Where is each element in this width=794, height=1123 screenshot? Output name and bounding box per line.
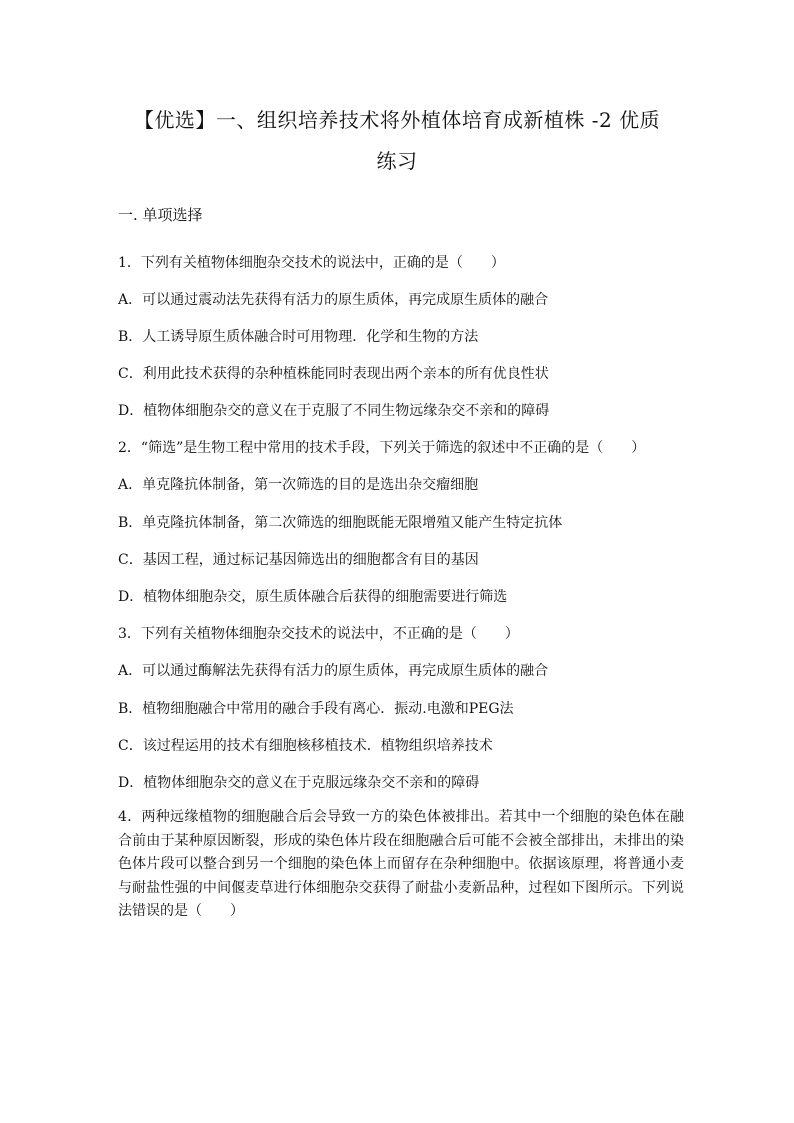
question-3-option-c: C．该过程运用的技术有细胞核移植技术．植物组织培养技术 <box>118 738 493 754</box>
question-2-option-d: D．植物体细胞杂交，原生质体融合后获得的细胞需要进行筛选 <box>118 589 508 605</box>
question-1-option-a: A．可以通过震动法先获得有活力的原生质体，再完成原生质体的融合 <box>118 292 549 308</box>
question-1-option-b: B．人工诱导原生质体融合时可用物理．化学和生物的方法 <box>118 329 479 345</box>
page-title-line-2: 练习 <box>376 149 418 173</box>
question-2-stem: 2．“筛选”是生物工程中常用的技术手段，下列关于筛选的叙述中不正确的是（ ） <box>118 440 646 456</box>
question-1-option-c: C．利用此技术获得的杂种植株能同时表现出两个亲本的所有优良性状 <box>118 366 549 382</box>
question-1-stem: 1．下列有关植物体细胞杂交技术的说法中，正确的是（ ） <box>118 255 505 271</box>
question-2-option-a: A．单克隆抗体制备，第一次筛选的目的是选出杂交瘤细胞 <box>118 477 479 493</box>
question-4-paragraph: 4．两种远缘植物的细胞融合后会导致一方的染色体被排出。若其中一个细胞的染色体在融合前由于某种原因断裂，形成的染色体片段在细胞融合后可能不会被全部排出，未排出的染色体片段可以整合到另一个细胞的染色体上而留存在杂种细胞中。依据该原理，将普通小麦与耐盐性强的中间偃麦草进行体细胞杂交获得了耐盐小麦新品种，过程如下图所示。下列说法错误的是（ ） <box>118 809 684 919</box>
question-2-option-b: B．单克隆抗体制备，第二次筛选的细胞既能无限增殖又能产生特定抗体 <box>118 515 563 531</box>
question-1-option-d: D．植物体细胞杂交的意义在于克服了不同生物远缘杂交不亲和的障碍 <box>118 403 550 419</box>
question-3-option-d: D．植物体细胞杂交的意义在于克服远缘杂交不亲和的障碍 <box>118 775 480 791</box>
question-3-option-a: A．可以通过酶解法先获得有活力的原生质体，再完成原生质体的融合 <box>118 663 549 679</box>
question-3-option-b: B．植物细胞融合中常用的融合手段有离心．振动.电激和PEG法 <box>118 701 514 717</box>
section-heading: 一. 单项选择 <box>118 206 203 224</box>
page-title-line-1: 【优选】一、组织培养技术将外植体培育成新植株 -2 优质 <box>133 108 661 132</box>
question-2-option-c: C．基因工程，通过标记基因筛选出的细胞都含有目的基因 <box>118 552 479 568</box>
question-3-stem: 3．下列有关植物体细胞杂交技术的说法中，不正确的是（ ） <box>118 626 519 642</box>
